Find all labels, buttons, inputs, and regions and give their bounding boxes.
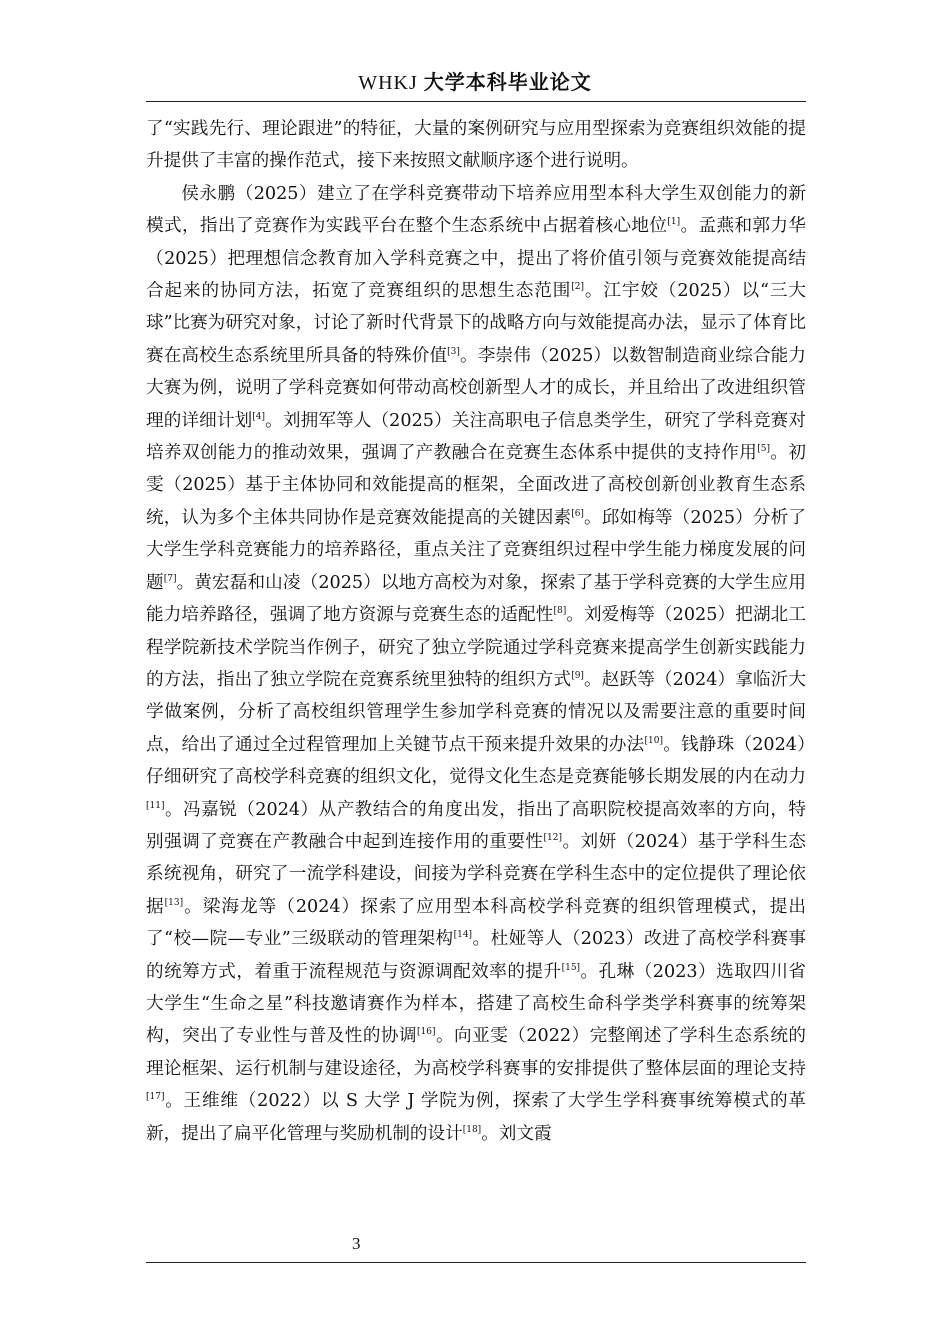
citation-marker: [16] bbox=[417, 1027, 436, 1038]
citation-marker: [14] bbox=[453, 930, 473, 941]
paragraph-text: 。黄宏磊和山凌（2025）以地方高校为对象，探索了基于学科竞赛的大学生应用能力培养路径，强调了地方资源与竞赛生态的适配性 bbox=[146, 572, 806, 626]
paragraph-text: 。李崇伟（2025）以数智制造商业综合能力大赛为例，说明了学科竞赛如何带动高校创新型人才的成长，并且给出了改进组织管理的详细计划 bbox=[146, 345, 806, 431]
citation-marker: [18] bbox=[462, 1124, 482, 1135]
citation-marker: [1] bbox=[667, 217, 681, 228]
citation-marker: [9] bbox=[571, 670, 584, 681]
paragraph-text: 。钱静珠（2024）仔细研究了高校学科竞赛的组织文化，觉得文化生态是竞赛能够长期发展的内在动力 bbox=[146, 734, 806, 788]
paragraph bbox=[146, 113, 806, 178]
paragraph-text: 。邱如梅等（2025）分析了大学生学科竞赛能力的培养路径，重点关注了竞赛组织过程中学生能力梯度发展的问题 bbox=[146, 507, 806, 593]
paragraph-text: 。王维维（2022）以 S 大学 J 学院为例，探索了大学生学科赛事统筹模式的革新，提出了扁平化管理与奖励机制的设计 bbox=[146, 1091, 806, 1144]
citation-marker: [10] bbox=[644, 735, 663, 746]
citation-marker: [15] bbox=[561, 962, 581, 973]
citation-marker: [12] bbox=[543, 832, 562, 843]
footer-divider bbox=[146, 1262, 806, 1263]
paragraph-text: 。江宇姣（2025）以“三大球”比赛为研究对象，讨论了新时代背景下的战略方向与效能提高办法，显示了体育比赛在高校生态系统里所具备的特殊价值 bbox=[146, 281, 806, 366]
running-header bbox=[0, 66, 950, 95]
citation-marker: [8] bbox=[553, 606, 567, 617]
citation-marker: [6] bbox=[571, 508, 584, 519]
paragraph bbox=[146, 178, 806, 1150]
paragraph-text: 侯永鹏（2025）建立了在学科竞赛带动下培养应用型本科大学生双创能力的新模式，指出了竞赛作为实践平台在整个生态系统中占据着核心地位 bbox=[146, 183, 806, 237]
citation-marker: [4] bbox=[252, 411, 266, 422]
paragraph-text: 。杜娅等人（2023）改进了高校学科赛事的统筹方式，着重于流程规范与资源调配效率的提升 bbox=[146, 929, 806, 982]
header-chinese-title: 大学本科毕业论文 bbox=[423, 70, 592, 94]
citation-marker: [2] bbox=[571, 282, 585, 293]
citation-marker: [5] bbox=[757, 444, 771, 455]
citation-marker: [11] bbox=[146, 800, 165, 811]
paragraph-text: 了“实践先行、理论跟进”的特征，大量的案例研究与应用型探索为竞赛组织效能的提升提供了丰富的操作范式，接下来按照文献顺序逐个进行说明。 bbox=[146, 119, 806, 172]
paragraph-text: 。冯嘉锐（2024）从产教结合的角度出发，指出了高职院校提高效率的方向，特别强调了竞赛在产教融合中起到连接作用的重要性 bbox=[146, 799, 806, 852]
paragraph-text: 。向亚雯（2022）完整阐述了学科生态系统的理论框架、运行机制与建设途径，为高校学科赛事的安排提供了整体层面的理论支持 bbox=[146, 1026, 806, 1079]
body-text bbox=[146, 113, 806, 1150]
paragraph-text: 。刘拥军等人（2025）关注高职电子信息类学生，研究了学科竞赛对培养双创能力的推动效果，强调了产教融合在竞赛生态体系中提供的支持作用 bbox=[146, 410, 806, 464]
paragraph-text: 。刘爱梅等（2025）把湖北工程学院新技术学院当作例子，研究了独立学院通过学科竞赛来提高学生创新实践能力的方法，指出了独立学院在竞赛系统里独特的组织方式 bbox=[146, 605, 806, 690]
page-number: 3 bbox=[352, 1234, 361, 1253]
paragraph-text: 。刘文霞 bbox=[481, 1123, 552, 1144]
citation-marker: [17] bbox=[146, 1092, 165, 1103]
citation-marker: [13] bbox=[164, 897, 184, 908]
paragraph-text: 。孔琳（2023）选取四川省大学生“生命之星”科技邀请赛作为样本，搭建了高校生命科学类学科赛事的统筹架构，突出了专业性与普及性的协调 bbox=[146, 961, 806, 1047]
paragraph-text: 。赵跃等（2024）拿临沂大学做案例，分析了高校组织管理学生参加学科竞赛的情况以及需要注意的重要时间点，给出了通过全过程管理加上关键节点干预来提升效果的办法 bbox=[146, 669, 806, 755]
paragraph-text: 。孟燕和郭力华（2025）把理想信念教育加入学科竞赛之中，提出了将价值引领与竞赛效能提高结合起来的协同方法，拓宽了竞赛组织的思想生态范围 bbox=[146, 216, 806, 302]
paragraph-text: 。梁海龙等（2024）探索了应用型本科高校学科竞赛的组织管理模式，提出了“校—院—专业”三级联动的管理架构 bbox=[146, 896, 806, 950]
citation-marker: [3] bbox=[447, 346, 460, 357]
header-divider bbox=[146, 101, 806, 102]
paragraph-text: 。初雯（2025）基于主体协同和效能提高的框架，全面改进了高校创新创业教育生态系统，认为多个主体共同协作是竞赛效能提高的关键因素 bbox=[146, 443, 806, 528]
citation-marker: [7] bbox=[163, 573, 177, 584]
header-latin: WHKJ bbox=[358, 72, 418, 94]
paragraph-text: 。刘妍（2024）基于学科生态系统视角，研究了一流学科建设，间接为学科竞赛在学科生态中的定位提供了理论依据 bbox=[146, 831, 806, 917]
